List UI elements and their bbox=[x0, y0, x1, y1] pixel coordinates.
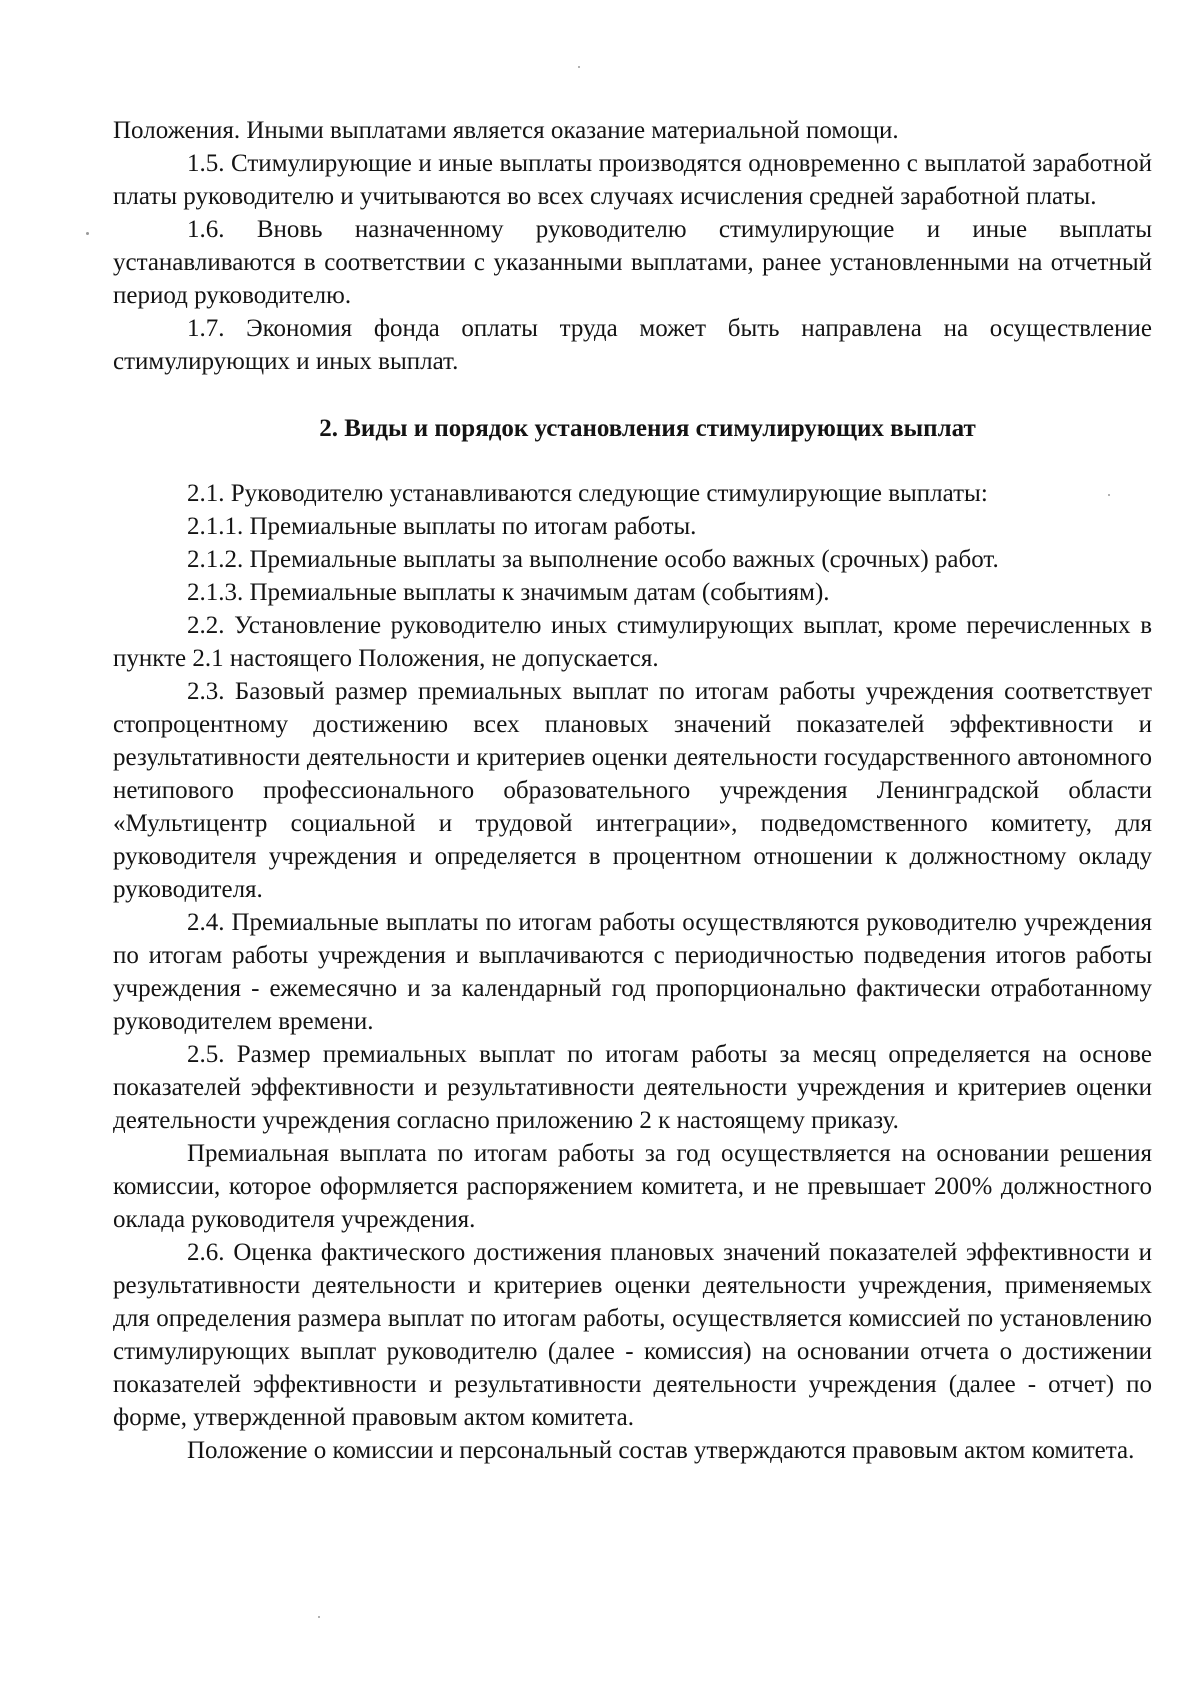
paragraph-continuation: Положения. Иными выплатами является оказание материальной помощи. bbox=[113, 117, 899, 144]
paragraph-2-1-2: 2.1.2. Премиальные выплаты за выполнение особо важных (срочных) работ. bbox=[187, 546, 999, 573]
paragraph-1-6: 1.6. Вновь назначенному руководителю стимулирующие и иные выплаты устанавливаются в соответствии с указанными выплатами, ранее установленными на отчетный период руководителю. bbox=[113, 216, 1152, 309]
paragraph-2-2: 2.2. Установление руководителю иных стимулирующих выплат, кроме перечисленных в пункте 2.1 настоящего Положения, не допускается. bbox=[113, 612, 1152, 672]
paragraph-2-1-1: 2.1.1. Премиальные выплаты по итогам работы. bbox=[187, 513, 697, 540]
document-body bbox=[113, 114, 1152, 1467]
paragraph-1-5: 1.5. Стимулирующие и иные выплаты производятся одновременно с выплатой заработной платы руководителю и учитываются во всех случаях исчисления средней заработной платы. bbox=[113, 150, 1152, 210]
paragraph-2-1-3: 2.1.3. Премиальные выплаты к значимым датам (событиям). bbox=[187, 579, 830, 606]
scan-speck bbox=[86, 232, 89, 235]
paragraph-commission: Положение о комиссии и персональный состав утверждаются правовым актом комитета. bbox=[187, 1437, 1135, 1464]
paragraph-2-5: 2.5. Размер премиальных выплат по итогам работы за месяц определяется на основе показателей эффективности и результативности деятельности учреждения и критериев оценки деятельности учреждения согласно приложению 2 к настоящему приказу. bbox=[113, 1041, 1152, 1134]
paragraph-annual-bonus: Премиальная выплата по итогам работы за год осуществляется на основании решения комиссии, которое оформляется распоряжением комитета, и не превышает 200% должностного оклада руководителя учреждения. bbox=[113, 1140, 1152, 1233]
paragraph-1-7: 1.7. Экономия фонда оплаты труда может быть направлена на осуществление стимулирующих и иных выплат. bbox=[113, 315, 1152, 375]
paragraph-2-3: 2.3. Базовый размер премиальных выплат по итогам работы учреждения соответствует стопроцентному достижению всех плановых значений показателей эффективности и результативности деятельности и критериев оценки деятельности государственного автономного нетипового профессионального образовательного учреждения Ленинградской области «Мультицентр социальной и трудовой интеграции», подведомственного комитету, для руководителя учреждения и определяется в процентном отношении к должностному окладу руководителя. bbox=[113, 678, 1152, 903]
scan-speck bbox=[318, 1616, 320, 1618]
paragraph-2-6: 2.6. Оценка фактического достижения плановых значений показателей эффективности и результативности деятельности и критериев оценки деятельности учреждения, применяемых для определения размера выплат по итогам работы, осуществляется комиссией по установлению стимулирующих выплат руководителю (далее - комиссия) на основании отчета о достижении показателей эффективности и результативности деятельности учреждения (далее - отчет) по форме, утвержденной правовым актом комитета. bbox=[113, 1239, 1152, 1431]
paragraph-2-4: 2.4. Премиальные выплаты по итогам работы осуществляются руководителю учреждения по итогам работы учреждения и выплачиваются с периодичностью подведения итогов работы учреждения - ежемесячно и за календарный год пропорционально фактически отработанному руководителем времени. bbox=[113, 909, 1152, 1035]
paragraph-2-1: 2.1. Руководителю устанавливаются следующие стимулирующие выплаты: bbox=[187, 480, 988, 507]
scan-speck bbox=[578, 66, 580, 68]
section-heading: 2. Виды и порядок установления стимулирующих выплат bbox=[319, 415, 976, 442]
